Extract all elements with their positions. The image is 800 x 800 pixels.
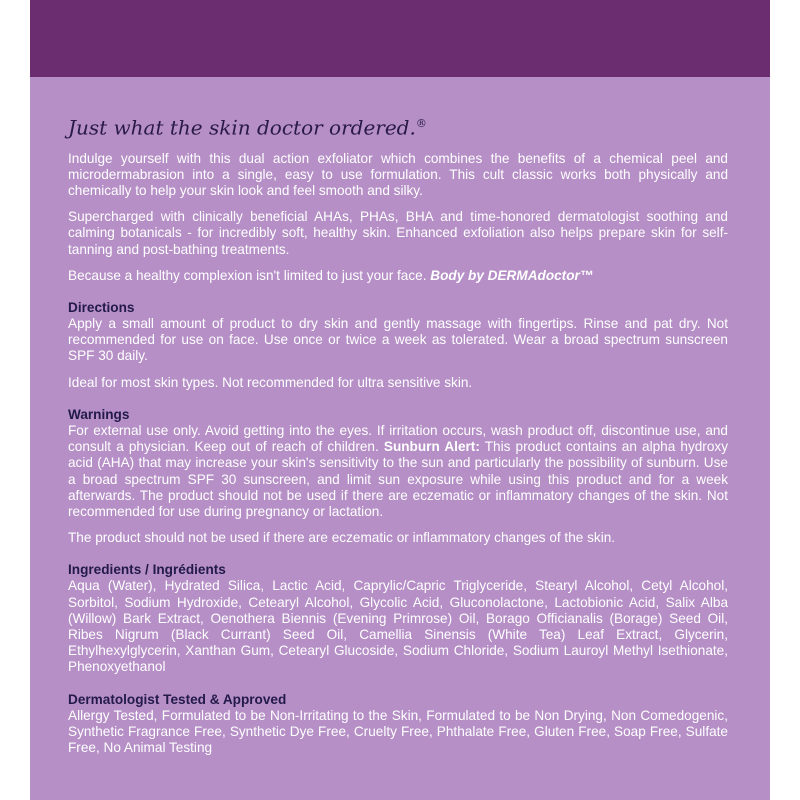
product-panel (30, 0, 770, 800)
warnings-text-before: For external use only. Avoid getting into the eyes. If irritation occurs, wash product off, discontinue use, and consult a physician. Keep out of reach of children. (68, 422, 728, 455)
header-band (30, 0, 770, 77)
intro-paragraph-1: Indulge yourself with this dual action exfoliator which combines the benefits of a chemical peel and microdermabrasion into a single, easy to use formulation. This cult classic works both physically and chemically to help your skin look and feel smooth and silky. (68, 150, 728, 199)
tagline-text: Just what the skin doctor ordered. (68, 115, 416, 140)
intro-last: Because a healthy complexion isn't limited to just your face. (68, 267, 427, 283)
warnings-text-after: This product contains an alpha hydroxy acid (AHA) that may increase your skin's sensitivity to the sun and particularly the possibility of sunburn. Use a broad spectrum SPF 30 sunscreen, and limit sun exposure while using this product and for a week afterwards. The product should not be used if there are eczematic or inflammatory changes of the skin. Not recommended for use during pregnancy or lactation. (68, 439, 728, 519)
tested-heading: Dermatologist Tested & Approved (68, 691, 287, 707)
intro-paragraph-2: Supercharged with clinically beneficial AHAs, PHAs, BHA and time-honored dermatologist soothing and calming botanicals - for incredibly soft, healthy skin. Enhanced exfoliation also helps prepare skin for self-tanning and post-bathing treatments. (68, 209, 728, 257)
tested-text: Allergy Tested, Formulated to be Non-Irritating to the Skin, Formulated to be Non Drying, Non Comedogenic, Synthetic Fragrance Free, Synthetic Dye Free, Cruelty Free, Phthalate Free, Gluten Free, Soap Free, Sulfate Free, No Animal Testing (68, 707, 728, 755)
warnings-note: The product should not be used if there are eczematic or inflammatory changes of the skin. (68, 530, 616, 546)
sunburn-alert-label: Sunburn Alert: (383, 439, 480, 455)
warnings-text (68, 423, 728, 520)
warnings-heading: Warnings (68, 406, 130, 422)
directions-text: Apply a small amount of product to dry skin and gently massage with fingertips. Rinse and pat dry. Not recommended for use on face. Use once or twice a week as tolerated. Wear a broad spectrum sunscreen SPF 30 daily. (68, 316, 728, 364)
brand-line: Body by DERMAdoctor™ (430, 267, 594, 283)
tagline (68, 112, 728, 140)
intro-paragraph-3 (68, 268, 728, 284)
directions-heading: Directions (68, 300, 135, 316)
directions-note: Ideal for most skin types. Not recommended for ultra sensitive skin. (68, 374, 473, 390)
ingredients-text: Aqua (Water), Hydrated Silica, Lactic Acid, Caprylic/Capric Triglyceride, Stearyl Alcohol, Cetyl Alcohol, Sorbitol, Sodium Hydroxide, Cetearyl Alcohol, Glycolic Acid, Gluconolactone, Lactobionic Acid, Salix Alba (Willow) Bark Extract, Oenothera Biennis (Evening Primrose) Oil, Borago Officianalis (Borage) Seed Oil, Ribes Nigrum (Black Currant) Seed Oil, Camellia Sinensis (White Tea) Leaf Extract, Glycerin, Ethylhexylglycerin, Xanthan Gum, Cetearyl Glucoside, Sodium Chloride, Sodium Lauroyl Methyl Isethionate, Phenoxyethanol (68, 578, 728, 675)
product-description (68, 112, 728, 766)
registered-mark: ® (415, 117, 427, 130)
ingredients-heading: Ingredients / Ingrédients (68, 562, 226, 578)
